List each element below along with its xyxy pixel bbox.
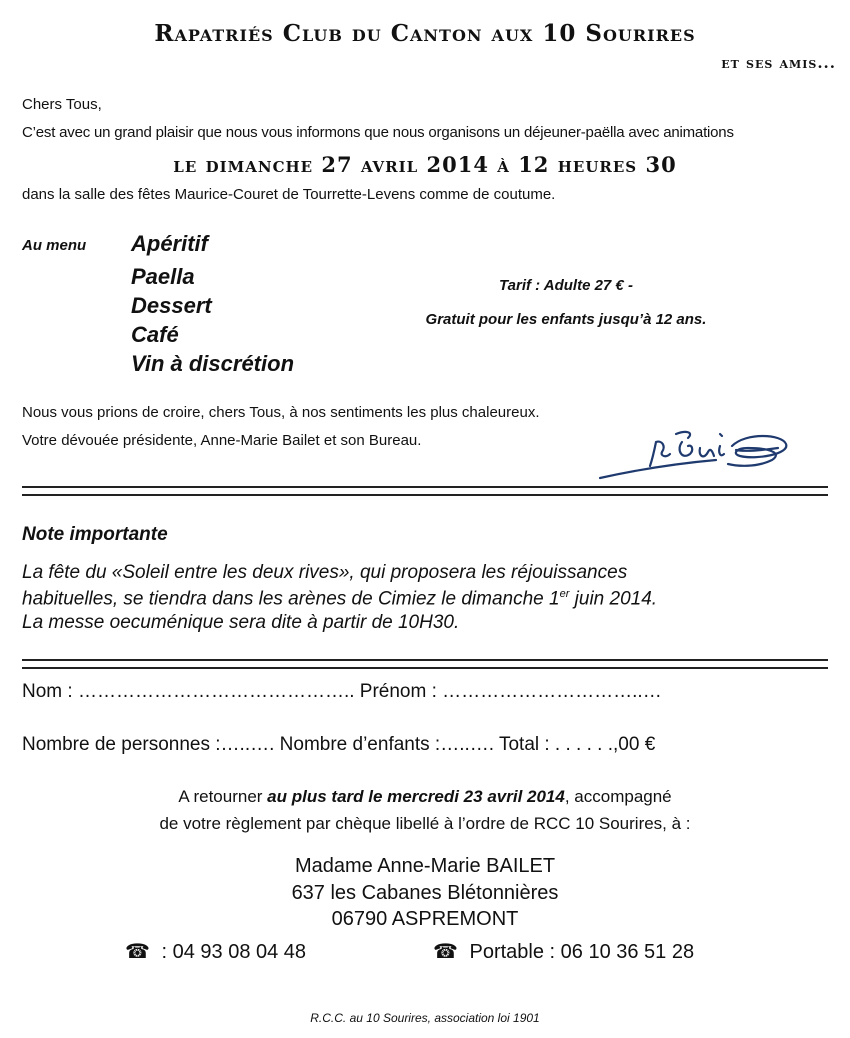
ordinal-suffix: er [559,588,570,600]
mobile-phone [433,939,694,964]
intro-line: C’est avec un grand plaisir que nous vous informons que nous organisons un déjeuner-paëlla avec animations [22,124,734,141]
menu-item-paella: Paella [131,264,195,289]
address-name: Madame Anne-Marie BAILET [294,855,556,877]
home-phone-number: : 04 93 08 04 48 [155,941,307,963]
return-line-2: de votre règlement par chèque libellé à l’ordre de RCC 10 Sourires, à : [159,814,691,833]
return-deadline: au plus tard le mercredi 23 avril 2014 [267,787,565,806]
name-field-line: Nom : …………………………………….. Prénom : …………………………..… [22,681,662,702]
telephone-icon: ☎ [125,941,150,963]
menu-item-vin: Vin à discrétion [131,351,295,376]
signature-line: Votre dévouée présidente, Anne-Marie Bailet et son Bureau. [22,432,422,449]
note-title: Note importante [22,524,168,545]
footer-note: R.C.C. au 10 Sourires, association loi 1901 [310,1011,540,1025]
note-line-3: La messe oecuménique sera dite à partir de 10H30. [22,612,460,633]
venue-line: dans la salle des fêtes Maurice-Couret de Tourrette-Levens comme de coutume. [22,186,556,203]
menu-label: Au menu [22,237,87,254]
handwritten-signature [596,420,796,485]
document-subtitle: et ses amis... [721,54,836,72]
note-line-2-end: juin 2014. [569,588,658,610]
separator-line [22,486,828,496]
document-title: Rapatriés Club du Canton aux 10 Sourires [154,20,696,47]
address-city: 06790 ASPREMONT [331,908,519,930]
return-suffix: , accompagné [564,787,672,806]
separator-line-2 [22,659,828,669]
telephone-icon-mobile: ☎ [433,941,458,963]
home-phone [125,939,306,964]
return-line-1 [0,787,850,807]
count-field-line: Nombre de personnes :…..…. Nombre d’enfants :…..…. Total : . . . . . .,00 € [22,734,656,755]
tarif-adult: Tarif : Adulte 27 € - [499,277,633,294]
menu-item-aperitif: Apéritif [131,231,208,256]
note-line-2-text: habituelles, se tiendra dans les arènes de Cimiez le dimanche 1 [22,588,560,610]
greeting: Chers Tous, [22,96,102,113]
menu-item-dessert: Dessert [131,293,212,318]
mobile-phone-number: Portable : 06 10 36 51 28 [463,941,695,963]
event-date: le dimanche 27 avril 2014 à 12 heures 30 [173,152,677,177]
return-prefix: A retourner [178,787,268,806]
note-line-1: La fête du «Soleil entre les deux rives», qui proposera les réjouissances [22,562,628,583]
closing-line: Nous vous prions de croire, chers Tous, à nos sentiments les plus chaleureux. [22,404,540,421]
note-line-2 [22,588,657,610]
tarif-children: Gratuit pour les enfants jusqu’à 12 ans. [425,311,707,328]
address-street: 637 les Cabanes Blétonnières [291,882,559,904]
menu-item-cafe: Café [131,322,179,347]
